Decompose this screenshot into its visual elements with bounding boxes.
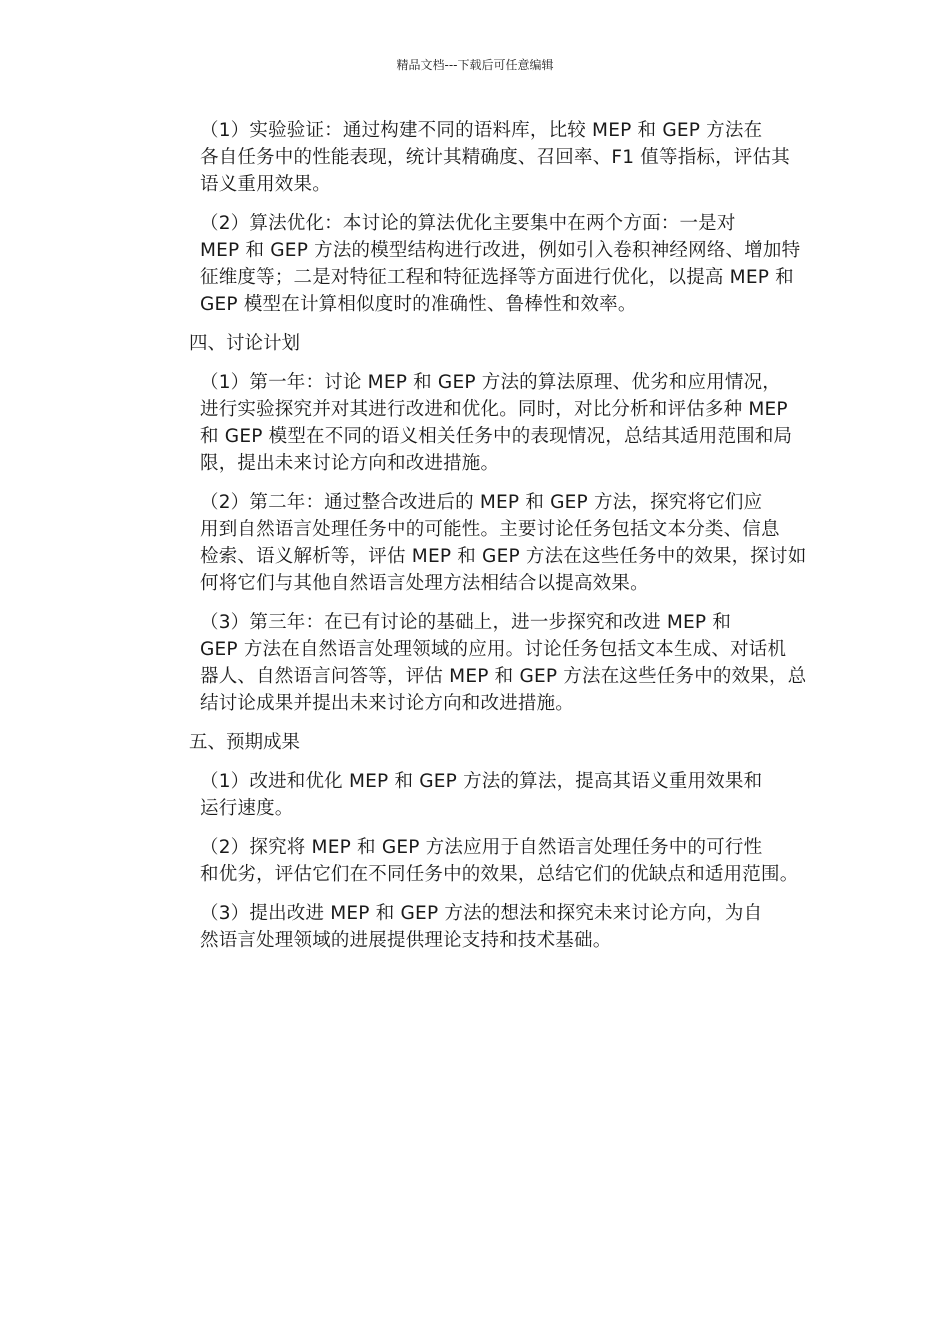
section-heading-expected-results	[145, 729, 810, 756]
text-line: 何将它们与其他自然语言处理方法相结合以提高效果。	[200, 573, 649, 594]
text-line: 结讨论成果并提出未来讨论方向和改进措施。	[200, 693, 575, 714]
text-line: 和 GEP 模型在不同的语义相关任务中的表现情况，总结其适用范围和局	[200, 426, 793, 447]
text-line: 器人、自然语言问答等，评估 MEP 和 GEP 方法在这些任务中的效果，总	[200, 666, 807, 687]
paragraph-algorithm-optimization	[145, 210, 810, 318]
text-line: （3）第三年：在已有讨论的基础上，进一步探究和改进 MEP 和	[200, 612, 732, 633]
text-line: GEP 模型在计算相似度时的准确性、鲁棒性和效率。	[200, 294, 637, 315]
paragraph-experiment-validation	[145, 117, 810, 198]
paragraph-result-one	[145, 768, 810, 822]
text-line: 检索、语义解析等，评估 MEP 和 GEP 方法在这些任务中的效果，探讨如	[200, 546, 807, 567]
text-line: （2）第二年：通过整合改进后的 MEP 和 GEP 方法，探究将它们应	[200, 492, 763, 513]
text-line: 和优劣，评估它们在不同任务中的效果，总结它们的优缺点和适用范围。	[200, 864, 799, 885]
text-line: 征维度等；二是对特征工程和特征选择等方面进行优化，以提高 MEP 和	[200, 267, 794, 288]
paragraph-year-three	[145, 609, 810, 717]
paragraph-result-three	[145, 900, 810, 954]
text-line: （3）提出改进 MEP 和 GEP 方法的想法和探究未来讨论方向，为自	[200, 903, 763, 924]
paragraph-year-two	[145, 489, 810, 597]
text-line: MEP 和 GEP 方法的模型结构进行改进，例如引入卷积神经网络、增加特	[200, 240, 801, 261]
heading-text: 四、讨论计划	[189, 333, 301, 354]
text-line: 运行速度。	[200, 798, 294, 819]
text-line: 用到自然语言处理任务中的可能性。主要讨论任务包括文本分类、信息	[200, 519, 780, 540]
page-header: 精品文档---下载后可任意编辑	[396, 58, 554, 72]
text-line: 进行实验探究并对其进行改进和优化。同时，对比分析和评估多种 MEP	[200, 399, 788, 420]
text-line: （2）探究将 MEP 和 GEP 方法应用于自然语言处理任务中的可行性	[200, 837, 763, 858]
text-line: 然语言处理领域的进展提供理论支持和技术基础。	[200, 930, 612, 951]
paragraph-result-two	[145, 834, 810, 888]
text-line: （1）实验验证：通过构建不同的语料库，比较 MEP 和 GEP 方法在	[200, 120, 763, 141]
paragraph-year-one	[145, 369, 810, 477]
text-line: 各自任务中的性能表现，统计其精确度、召回率、F1 值等指标，评估其	[200, 147, 790, 168]
section-heading-plan	[145, 330, 810, 357]
heading-text: 五、预期成果	[189, 732, 301, 753]
text-line: （1）改进和优化 MEP 和 GEP 方法的算法，提高其语义重用效果和	[200, 771, 763, 792]
document-body	[145, 117, 810, 966]
text-line: 限，提出未来讨论方向和改进措施。	[200, 453, 500, 474]
text-line: （1）第一年：讨论 MEP 和 GEP 方法的算法原理、优劣和应用情况，	[200, 372, 781, 393]
text-line: （2）算法优化：本讨论的算法优化主要集中在两个方面：一是对	[200, 213, 736, 234]
text-line: GEP 方法在自然语言处理领域的应用。讨论任务包括文本生成、对话机	[200, 639, 787, 660]
text-line: 语义重用效果。	[200, 174, 331, 195]
